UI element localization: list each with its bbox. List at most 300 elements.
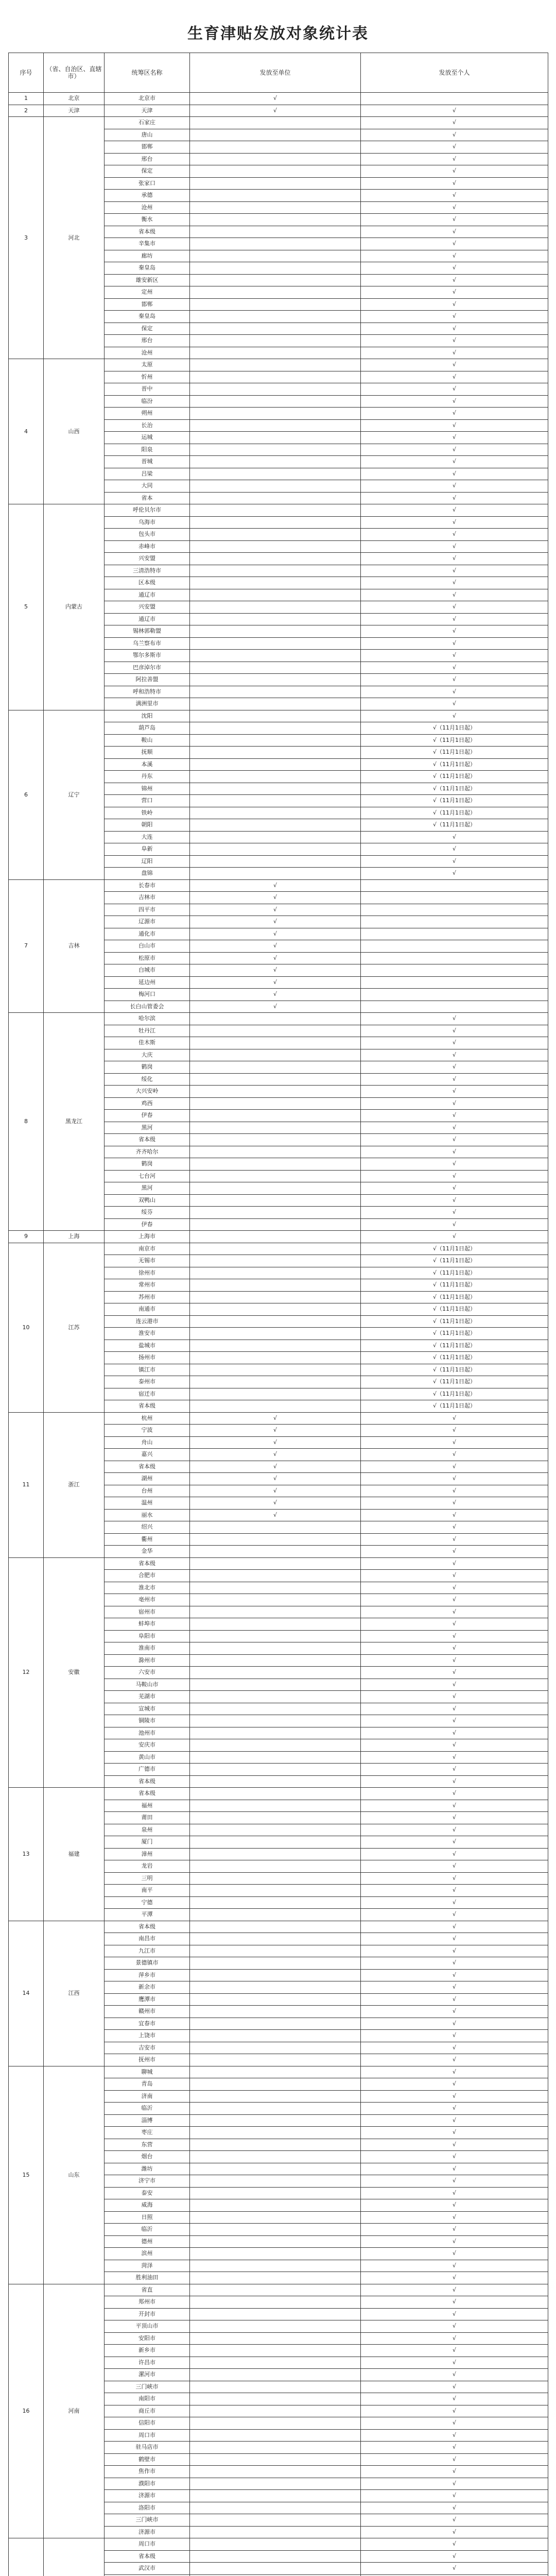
- unit-mark: [190, 2151, 361, 2163]
- table-body: [9, 93, 548, 2576]
- header-region: 统筹区名称: [105, 53, 190, 93]
- individual-mark: √: [361, 2224, 548, 2236]
- region-name: 鹤岗: [105, 1061, 190, 1074]
- individual-mark: √: [361, 2538, 548, 2551]
- individual-mark: √: [361, 311, 548, 323]
- individual-mark: √（11月1日起）: [361, 795, 548, 807]
- region-name: 抚顺: [105, 747, 190, 759]
- region-name: 厦门: [105, 1836, 190, 1849]
- unit-mark: [190, 383, 361, 396]
- region-name: 黑河: [105, 1122, 190, 1134]
- individual-mark: √（11月1日起）: [361, 758, 548, 771]
- individual-mark: √: [361, 1981, 548, 1994]
- region-name: 漯河市: [105, 2369, 190, 2381]
- region-name: 长白山管委会: [105, 1001, 190, 1013]
- individual-mark: √: [361, 1582, 548, 1594]
- unit-mark: [190, 1642, 361, 1655]
- unit-mark: [190, 843, 361, 856]
- unit-mark: [190, 722, 361, 735]
- region-name: 商丘市: [105, 2405, 190, 2417]
- individual-mark: √: [361, 504, 548, 517]
- region-name: 区本级: [105, 577, 190, 589]
- header-to-unit: 发放至单位: [190, 53, 361, 93]
- unit-mark: [190, 2538, 361, 2551]
- unit-mark: [190, 1049, 361, 1061]
- individual-mark: √: [361, 1037, 548, 1049]
- individual-mark: √: [361, 2417, 548, 2430]
- unit-mark: [190, 153, 361, 165]
- region-name: 东营: [105, 2139, 190, 2151]
- individual-mark: √: [361, 1436, 548, 1449]
- unit-mark: [190, 359, 361, 371]
- province-name: 山西: [44, 359, 105, 504]
- unit-mark: [190, 2235, 361, 2248]
- region-name: 省本级: [105, 1134, 190, 1146]
- region-name: 马鞍山市: [105, 1679, 190, 1691]
- region-name: 七台河: [105, 1170, 190, 1182]
- individual-mark: √: [361, 2320, 548, 2333]
- table-row: [9, 710, 548, 722]
- region-name: 舟山: [105, 1436, 190, 1449]
- unit-mark: [190, 1110, 361, 1122]
- individual-mark: √: [361, 383, 548, 396]
- region-name: 大同: [105, 480, 190, 493]
- individual-mark: √: [361, 565, 548, 577]
- region-name: 包头市: [105, 529, 190, 541]
- unit-mark: [190, 1981, 361, 1994]
- unit-mark: [190, 1061, 361, 1074]
- unit-mark: [190, 1691, 361, 1703]
- individual-mark: √: [361, 419, 548, 432]
- region-name: 宁德: [105, 1896, 190, 1909]
- region-name: 九江市: [105, 1945, 190, 1957]
- region-name: 济宁市: [105, 2175, 190, 2188]
- individual-mark: √: [361, 1594, 548, 1606]
- region-name: 焦作市: [105, 2466, 190, 2478]
- individual-mark: √: [361, 1800, 548, 1812]
- unit-mark: √: [190, 928, 361, 940]
- region-name: 周口市: [105, 2538, 190, 2551]
- region-name: 淮北市: [105, 1582, 190, 1594]
- province-name: 吉林: [44, 879, 105, 1013]
- individual-mark: √: [361, 1570, 548, 1582]
- individual-mark: √: [361, 1896, 548, 1909]
- unit-mark: [190, 589, 361, 601]
- region-name: 驻马店市: [105, 2442, 190, 2454]
- individual-mark: √: [361, 2078, 548, 2091]
- individual-mark: √: [361, 371, 548, 383]
- region-name: 南通市: [105, 1303, 190, 1316]
- individual-mark: √: [361, 2490, 548, 2502]
- unit-mark: [190, 1267, 361, 1279]
- region-name: 石家庄: [105, 117, 190, 129]
- individual-mark: √: [361, 1207, 548, 1219]
- individual-mark: [361, 976, 548, 989]
- region-name: 伊春: [105, 1218, 190, 1231]
- region-name: 亳州市: [105, 1594, 190, 1606]
- individual-mark: √: [361, 843, 548, 856]
- unit-mark: [190, 2006, 361, 2018]
- individual-mark: √: [361, 165, 548, 178]
- unit-mark: [190, 1194, 361, 1207]
- region-name: 胜利油田: [105, 2272, 190, 2284]
- unit-mark: [190, 1146, 361, 1158]
- unit-mark: [190, 408, 361, 420]
- region-name: 烟台: [105, 2151, 190, 2163]
- unit-mark: [190, 1218, 361, 1231]
- region-name: 滁州市: [105, 1654, 190, 1667]
- region-name: 哈尔滨: [105, 1013, 190, 1025]
- individual-mark: √: [361, 129, 548, 141]
- region-name: 梅河口: [105, 989, 190, 1001]
- header-province: （省、自治区、直辖市）: [44, 53, 105, 93]
- individual-mark: [361, 93, 548, 105]
- unit-mark: [190, 2296, 361, 2309]
- region-name: 三明: [105, 1872, 190, 1885]
- group-index: 6: [9, 710, 44, 879]
- unit-mark: [190, 1618, 361, 1631]
- individual-mark: √（11月1日起）: [361, 1400, 548, 1413]
- region-name: 辛集市: [105, 238, 190, 250]
- individual-mark: √: [361, 686, 548, 698]
- group-index: 13: [9, 1788, 44, 1921]
- unit-mark: [190, 734, 361, 747]
- individual-mark: √: [361, 105, 548, 117]
- region-name: 邯郸: [105, 141, 190, 154]
- table-row: [9, 105, 548, 117]
- unit-mark: [190, 674, 361, 686]
- region-name: 长治: [105, 419, 190, 432]
- unit-mark: [190, 2211, 361, 2224]
- unit-mark: [190, 1388, 361, 1400]
- unit-mark: √: [190, 989, 361, 1001]
- individual-mark: √: [361, 1546, 548, 1558]
- table-row: [9, 1243, 548, 1255]
- individual-mark: √: [361, 238, 548, 250]
- unit-mark: [190, 831, 361, 843]
- unit-mark: [190, 1570, 361, 1582]
- region-name: 三门峡市: [105, 2514, 190, 2527]
- individual-mark: √: [361, 2429, 548, 2442]
- region-name: 绍兴: [105, 1521, 190, 1534]
- unit-mark: [190, 335, 361, 347]
- region-name: 辽源市: [105, 916, 190, 928]
- unit-mark: √: [190, 1436, 361, 1449]
- unit-mark: [190, 2260, 361, 2272]
- region-name: 通辽市: [105, 589, 190, 601]
- region-name: 朝阳: [105, 819, 190, 832]
- unit-mark: [190, 2078, 361, 2091]
- individual-mark: √: [361, 2526, 548, 2538]
- region-name: 广德市: [105, 1764, 190, 1776]
- unit-mark: [190, 1945, 361, 1957]
- table-row: [9, 504, 548, 517]
- unit-mark: [190, 2066, 361, 2078]
- individual-mark: √: [361, 2272, 548, 2284]
- individual-mark: √: [361, 698, 548, 710]
- unit-mark: [190, 2466, 361, 2478]
- individual-mark: √: [361, 1194, 548, 1207]
- individual-mark: √: [361, 1473, 548, 1485]
- region-name: 淮安市: [105, 1328, 190, 1340]
- individual-mark: √: [361, 710, 548, 722]
- unit-mark: [190, 2320, 361, 2333]
- unit-mark: [190, 1097, 361, 1110]
- individual-mark: √: [361, 1497, 548, 1510]
- unit-mark: [190, 2114, 361, 2127]
- individual-mark: √: [361, 2018, 548, 2030]
- region-name: 温州: [105, 1497, 190, 1510]
- region-name: 省本级: [105, 1921, 190, 1933]
- unit-mark: [190, 1134, 361, 1146]
- unit-mark: [190, 1775, 361, 1788]
- unit-mark: [190, 2030, 361, 2042]
- unit-mark: [190, 226, 361, 238]
- group-index: 14: [9, 1921, 44, 2066]
- region-name: 长春市: [105, 879, 190, 892]
- unit-mark: [190, 2103, 361, 2115]
- region-name: 乌海市: [105, 516, 190, 529]
- individual-mark: √: [361, 1872, 548, 1885]
- region-name: 省本级: [105, 1775, 190, 1788]
- unit-mark: [190, 855, 361, 868]
- individual-mark: √: [361, 1049, 548, 1061]
- unit-mark: [190, 371, 361, 383]
- region-name: 鞍山: [105, 734, 190, 747]
- region-name: 伊春: [105, 1110, 190, 1122]
- region-name: 邢台: [105, 335, 190, 347]
- individual-mark: √: [361, 2284, 548, 2296]
- page-title: 生育津贴发放对象统计表: [187, 25, 369, 43]
- unit-mark: [190, 2224, 361, 2236]
- region-name: 周口市: [105, 2429, 190, 2442]
- unit-mark: [190, 2175, 361, 2188]
- region-name: 青岛: [105, 2078, 190, 2091]
- region-name: 平潭: [105, 1909, 190, 1921]
- unit-mark: [190, 480, 361, 493]
- region-name: 淄博: [105, 2114, 190, 2127]
- region-name: 盘锦: [105, 868, 190, 880]
- individual-mark: √: [361, 1086, 548, 1098]
- region-name: 台州: [105, 1485, 190, 1497]
- individual-mark: √: [361, 2502, 548, 2514]
- unit-mark: [190, 2284, 361, 2296]
- unit-mark: [190, 2042, 361, 2054]
- individual-mark: √（11月1日起）: [361, 1376, 548, 1388]
- region-name: 省本级: [105, 1400, 190, 1413]
- province-name: 江西: [44, 1921, 105, 2066]
- unit-mark: [190, 1546, 361, 1558]
- province-name: 上海: [44, 1231, 105, 1243]
- unit-mark: [190, 2526, 361, 2538]
- individual-mark: √: [361, 1461, 548, 1473]
- unit-mark: √: [190, 1509, 361, 1521]
- region-name: 临沂: [105, 2224, 190, 2236]
- unit-mark: √: [190, 916, 361, 928]
- unit-mark: [190, 262, 361, 275]
- unit-mark: [190, 1715, 361, 1727]
- unit-mark: [190, 686, 361, 698]
- unit-mark: √: [190, 952, 361, 964]
- individual-mark: √: [361, 2466, 548, 2478]
- individual-mark: √: [361, 117, 548, 129]
- region-name: 上海市: [105, 1231, 190, 1243]
- individual-mark: √（11月1日起）: [361, 819, 548, 832]
- individual-mark: √: [361, 1715, 548, 1727]
- unit-mark: [190, 553, 361, 565]
- unit-mark: [190, 1630, 361, 1642]
- individual-mark: √: [361, 540, 548, 553]
- region-name: 佳木斯: [105, 1037, 190, 1049]
- region-name: 宿迁市: [105, 1388, 190, 1400]
- region-name: 徐州市: [105, 1267, 190, 1279]
- individual-mark: √: [361, 1606, 548, 1618]
- individual-mark: √: [361, 2453, 548, 2466]
- unit-mark: √: [190, 1412, 361, 1425]
- individual-mark: √: [361, 153, 548, 165]
- individual-mark: √（11月1日起）: [361, 1315, 548, 1328]
- region-name: 沈阳: [105, 710, 190, 722]
- region-name: 省本级: [105, 2550, 190, 2563]
- unit-mark: [190, 1400, 361, 1413]
- unit-mark: [190, 238, 361, 250]
- region-name: 衢州: [105, 1533, 190, 1546]
- individual-mark: √: [361, 286, 548, 299]
- unit-mark: [190, 2018, 361, 2030]
- unit-mark: [190, 444, 361, 456]
- individual-mark: [361, 964, 548, 977]
- region-name: 阜新: [105, 843, 190, 856]
- region-name: 鹤壁市: [105, 2453, 190, 2466]
- individual-mark: √: [361, 2006, 548, 2018]
- individual-mark: √: [361, 262, 548, 275]
- individual-mark: √: [361, 1993, 548, 2006]
- province-name: 辽宁: [44, 710, 105, 879]
- unit-mark: [190, 577, 361, 589]
- unit-mark: [190, 1703, 361, 1715]
- region-name: 通化市: [105, 928, 190, 940]
- region-name: 满洲里市: [105, 698, 190, 710]
- individual-mark: √（11月1日起）: [361, 747, 548, 759]
- unit-mark: [190, 2550, 361, 2563]
- region-name: 铜陵市: [105, 1715, 190, 1727]
- unit-mark: [190, 2127, 361, 2139]
- individual-mark: √: [361, 1812, 548, 1824]
- table-row: [9, 93, 548, 105]
- individual-mark: √: [361, 1957, 548, 1970]
- individual-mark: √: [361, 1764, 548, 1776]
- region-name: 许昌市: [105, 2357, 190, 2369]
- region-name: 巴彦淖尔市: [105, 662, 190, 674]
- region-name: 杭州: [105, 1412, 190, 1425]
- unit-mark: √: [190, 1497, 361, 1510]
- region-name: 鸡西: [105, 1097, 190, 1110]
- region-name: 吕梁: [105, 468, 190, 480]
- region-name: 太原: [105, 359, 190, 371]
- unit-mark: [190, 1279, 361, 1292]
- individual-mark: √: [361, 177, 548, 190]
- region-name: 上饶市: [105, 2030, 190, 2042]
- individual-mark: √: [361, 1218, 548, 1231]
- individual-mark: √: [361, 214, 548, 226]
- individual-mark: √（11月1日起）: [361, 1340, 548, 1352]
- unit-mark: [190, 2514, 361, 2527]
- individual-mark: √: [361, 1061, 548, 1074]
- unit-mark: [190, 311, 361, 323]
- region-name: 省本级: [105, 1788, 190, 1800]
- individual-mark: √: [361, 1885, 548, 1897]
- region-name: 沧州: [105, 347, 190, 359]
- individual-mark: √: [361, 1509, 548, 1521]
- table-row: [9, 1557, 548, 1570]
- header-index: 序号: [9, 53, 44, 93]
- region-name: 金华: [105, 1546, 190, 1558]
- region-name: 北京市: [105, 93, 190, 105]
- region-name: 无锡市: [105, 1255, 190, 1267]
- unit-mark: [190, 2345, 361, 2357]
- unit-mark: [190, 2187, 361, 2199]
- individual-mark: √: [361, 1134, 548, 1146]
- group-index: 15: [9, 2066, 44, 2284]
- region-name: 营口: [105, 795, 190, 807]
- region-name: 齐齐哈尔: [105, 1146, 190, 1158]
- individual-mark: √: [361, 2103, 548, 2115]
- unit-mark: [190, 2417, 361, 2430]
- individual-mark: √: [361, 2163, 548, 2175]
- individual-mark: √: [361, 444, 548, 456]
- unit-mark: [190, 286, 361, 299]
- region-name: 锦州: [105, 783, 190, 795]
- region-name: 唐山: [105, 129, 190, 141]
- region-name: 池州市: [105, 1727, 190, 1739]
- province-name: 江苏: [44, 1243, 105, 1412]
- region-name: 福州: [105, 1800, 190, 1812]
- individual-mark: √: [361, 2381, 548, 2393]
- unit-mark: [190, 141, 361, 154]
- individual-mark: √: [361, 1618, 548, 1631]
- province-name: 山东: [44, 2066, 105, 2284]
- province-name: 内蒙古: [44, 504, 105, 710]
- region-name: 湖州: [105, 1473, 190, 1485]
- unit-mark: [190, 2393, 361, 2405]
- individual-mark: √: [361, 2248, 548, 2260]
- region-name: 鄂尔多斯市: [105, 650, 190, 662]
- individual-mark: √: [361, 2369, 548, 2381]
- unit-mark: [190, 1667, 361, 1679]
- unit-mark: [190, 613, 361, 625]
- unit-mark: √: [190, 93, 361, 105]
- individual-mark: √: [361, 1449, 548, 1461]
- region-name: 济源市: [105, 2526, 190, 2538]
- region-name: 盐城市: [105, 1340, 190, 1352]
- individual-mark: √（11月1日起）: [361, 1328, 548, 1340]
- unit-mark: [190, 1824, 361, 1836]
- unit-mark: [190, 214, 361, 226]
- unit-mark: [190, 2357, 361, 2369]
- individual-mark: √: [361, 1412, 548, 1425]
- individual-mark: √: [361, 1231, 548, 1243]
- individual-mark: [361, 989, 548, 1001]
- individual-mark: √: [361, 831, 548, 843]
- unit-mark: [190, 177, 361, 190]
- region-name: 菏泽: [105, 2260, 190, 2272]
- table-row: [9, 1412, 548, 1425]
- unit-mark: [190, 1788, 361, 1800]
- individual-mark: √: [361, 1485, 548, 1497]
- region-name: 牡丹江: [105, 1025, 190, 1037]
- region-name: 鹰潭市: [105, 1993, 190, 2006]
- individual-mark: √: [361, 601, 548, 614]
